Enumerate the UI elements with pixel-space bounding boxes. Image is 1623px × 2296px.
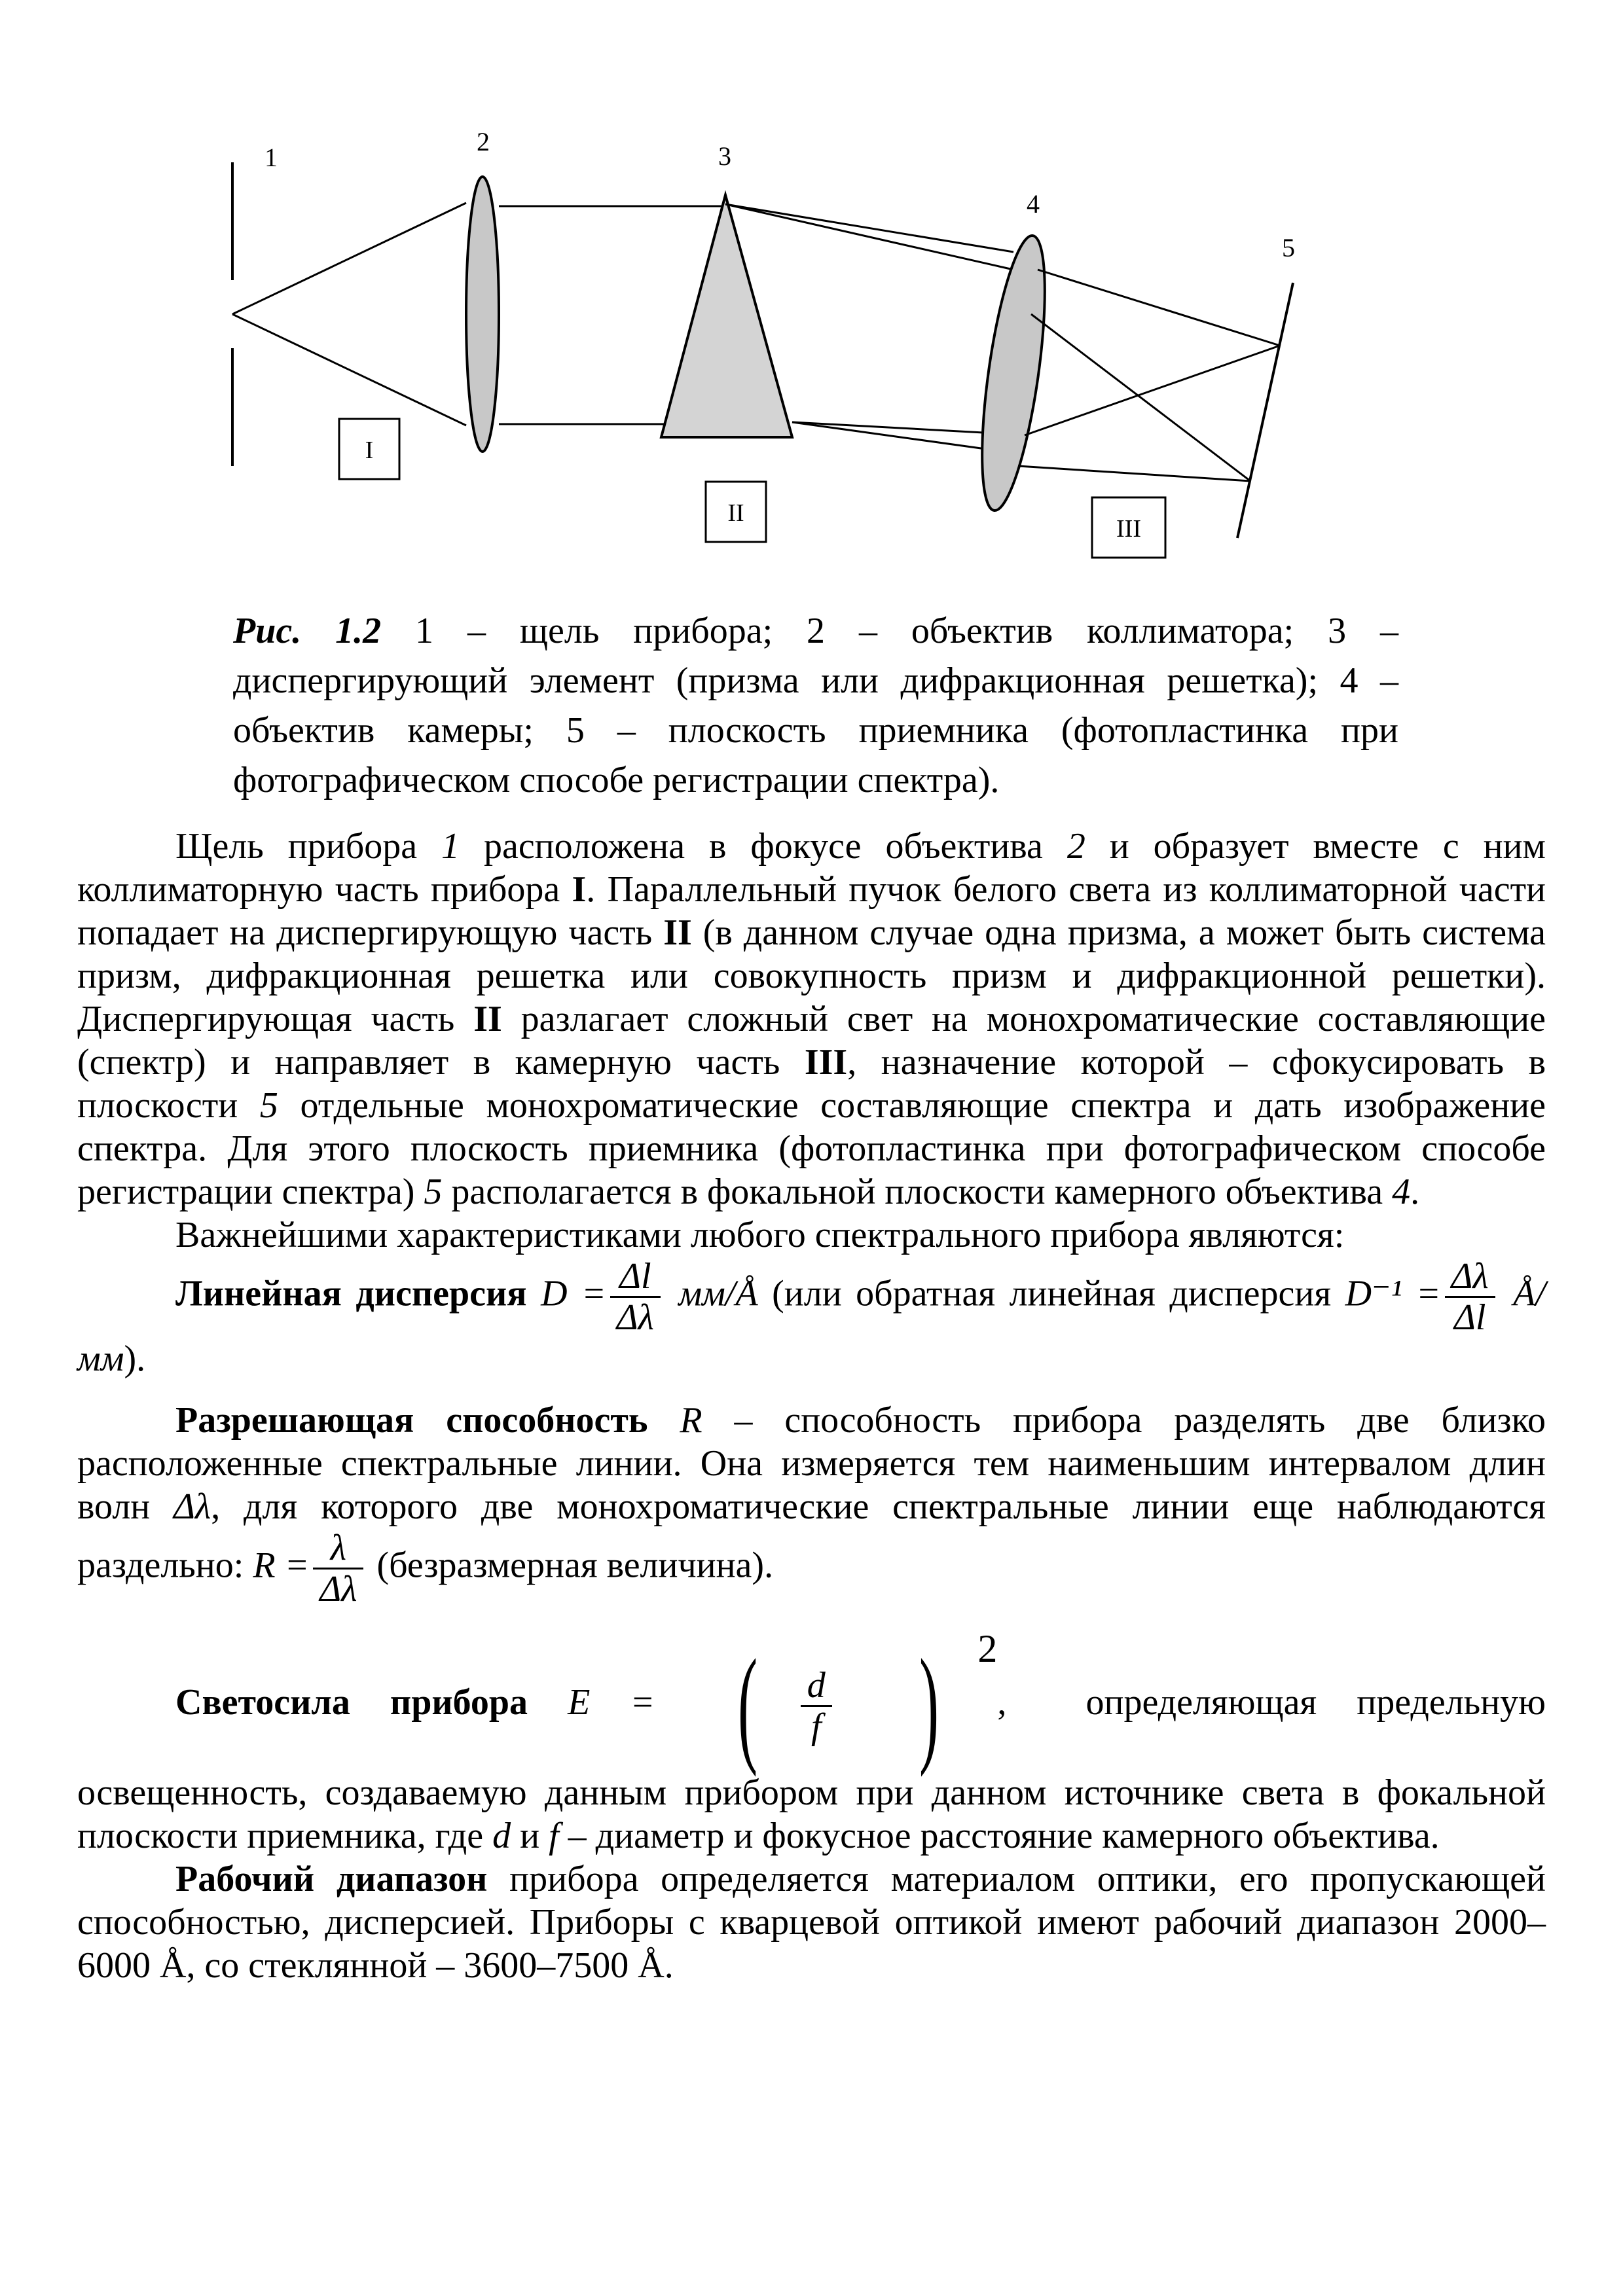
box-III (1092, 497, 1165, 558)
term-range: Рабочий диапазон (175, 1859, 488, 1900)
camera-lens (970, 232, 1057, 514)
term-aperture: Светосила прибора (175, 1682, 528, 1723)
label-5: 5 (1282, 233, 1295, 262)
fraction-resolution: $\frac{\lambda}{\Delta\lambda}$ (313, 1528, 363, 1609)
prism (661, 195, 792, 437)
paragraph-range: Рабочий диапазон прибора определяется материалом оптики, его пропускающей способностью, дисперсией. Приборы с кварцевой оптикой имеют рабочий диапазон 2000–6000 Å, со стеклянной – 3600–7500 Å. (77, 1859, 1546, 1986)
label-1: 1 (264, 143, 278, 172)
collimator-lens (466, 177, 499, 452)
paragraph-resolution: Разрешающая способность R – способность прибора разделять две близко расположенные спектральные линии. Она измеряется тем наименьшим интервалом длин волн Δλ, для которого две монохроматические спектральные линии еще наблюдаются раздельно: R = $\frac{\lambda}{\Delta\lambda}$ (безразмерная величина). (77, 1400, 1546, 1609)
paragraph-aperture: Светосила прибора E = ( $\frac{d}{f}$ ) $^2$, определяющая предельную освещенность, создаваемую данным прибором при данном источнике света в фокальной плоскости приемника, где d и f – диаметр и фокусное расстояние камерного объектива. (77, 1627, 1546, 1857)
label-4: 4 (1027, 189, 1040, 219)
term-resolution: Разрешающая способность (175, 1400, 648, 1441)
detector-plane (1237, 283, 1293, 538)
box-I (339, 419, 399, 479)
svg-text:II: II (727, 499, 744, 527)
paragraph-dispersion: Линейная дисперсия D = $\frac{\Delta l}{\Delta\lambda}$ мм/Å (или обратная линейная дисперсия D⁻¹ = $\frac{\Delta\lambda}{\Delta l}$ Å/мм). (77, 1256, 1546, 1379)
svg-text:I: I (365, 437, 374, 464)
figure-label: Рис. 1.2 (233, 611, 382, 651)
body-text (77, 825, 1546, 1987)
paragraph-intro: Важнейшими характеристиками любого спектрального прибора являются: (175, 1215, 1345, 1255)
figure-caption (233, 606, 1398, 805)
svg-text:III: III (1116, 515, 1141, 543)
paragraph-scheme: Щель прибора 1 расположена в фокусе объектива 2 и образует вместе с ним коллиматорную часть прибора I. Параллельный пучок белого света из коллиматорной части попадает на диспергирующую часть II (в данном случае одна призма, а может быть система призм, дифракционная решетка или совокупность призм и дифракционной решетки). Диспергирующая часть II разлагает сложный свет на монохроматические составляющие (спектр) и направляет в камерную часть III, назначение которой – сфокусировать в плоскости 5 отдельные монохроматические составляющие спектра и дать изображение спектра. Для этого плоскость приемника (фотопластинка при фотографическом способе регистрации спектра) 5 располагается в фокальной плоскости камерного объектива 4. (77, 826, 1546, 1212)
spectrometer-diagram (0, 0, 1623, 589)
label-2: 2 (477, 127, 490, 156)
term-dispersion: Линейная дисперсия (175, 1273, 527, 1314)
label-3: 3 (718, 141, 731, 171)
box-II (706, 482, 766, 542)
fraction-inverse-dispersion: $\frac{\Delta\lambda}{\Delta l}$ (1445, 1257, 1495, 1337)
fraction-aperture: $\frac{d}{f}$ (801, 1666, 832, 1746)
camera-rays (1018, 270, 1280, 481)
caption-text: 1 – щель прибора; 2 – объектив коллиматора; 3 – диспергирующий элемент (призма или дифракционная решетка); 4 – объектив камеры; 5 – плоскость приемника (фотопластинка при фотографическом способе регистрации спектра). (233, 611, 1398, 800)
fraction-dispersion: $\frac{\Delta l}{\Delta\lambda}$ (610, 1257, 661, 1337)
